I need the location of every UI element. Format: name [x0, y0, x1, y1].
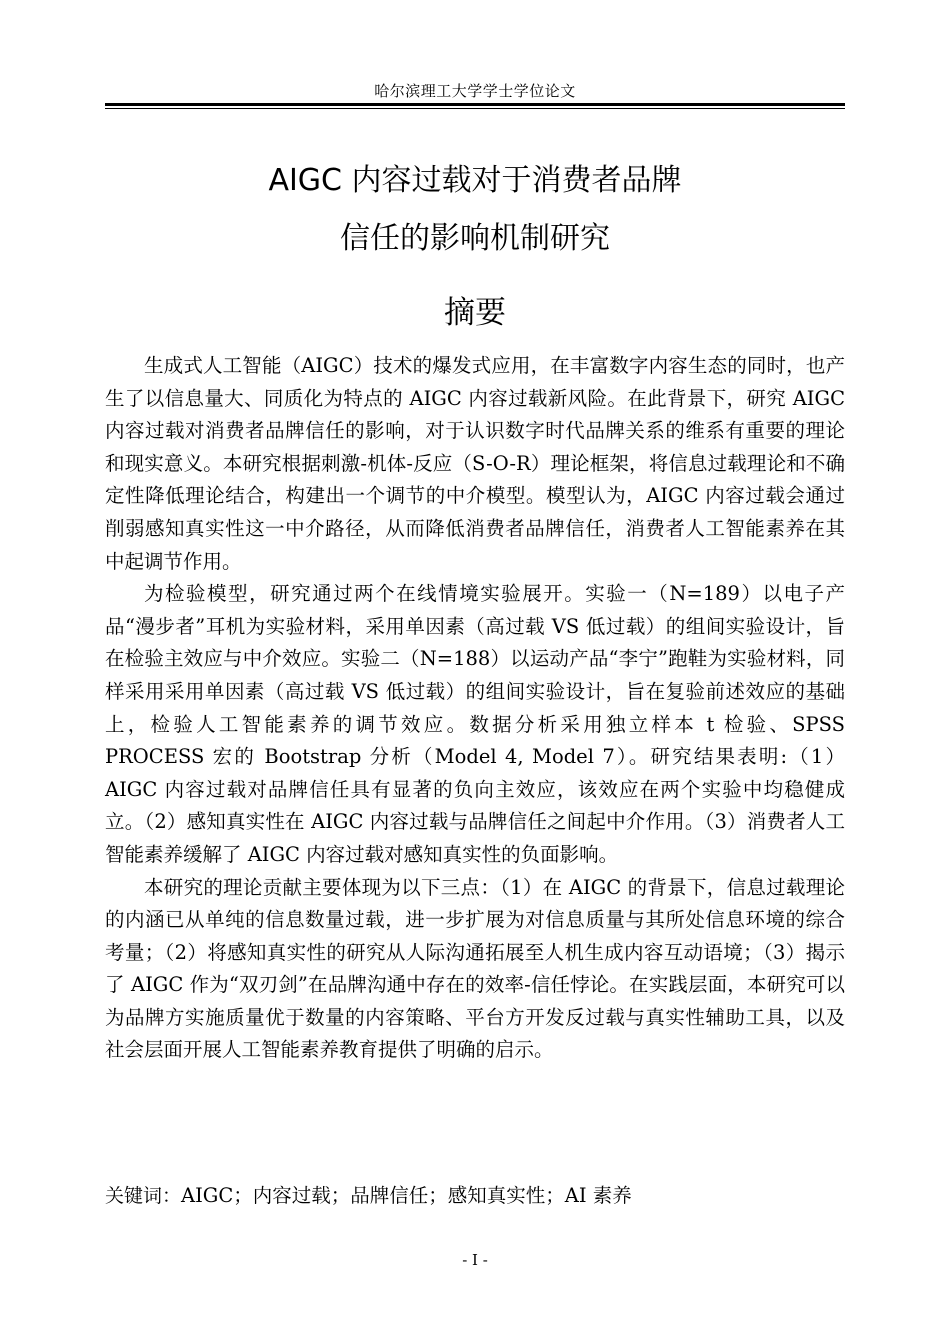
abstract-body	[105, 350, 845, 1067]
keywords-line	[105, 1181, 845, 1211]
header-rule-thick	[105, 103, 845, 106]
running-header: 哈尔滨理工大学学士学位论文	[374, 82, 576, 100]
abstract-paragraph-2: 为检验模型，研究通过两个在线情境实验展开。实验一（N=189）以电子产品“漫步者”耳机为实验材料，采用单因素（高过载 VS 低过载）的组间实验设计，旨在检验主效应与中介效应。实验二（N=188）以运动产品“李宁”跑鞋为实验材料，同样采用采用单因素（高过载 VS 低过载）的组间实验设计，旨在复验前述效应的基础上，检验人工智能素养的调节效应。数据分析采用独立样本 t 检验、SPSS PROCESS 宏的 Bootstrap 分析（Model 4, Model 7）。研究结果表明:（1）AIGC 内容过载对品牌信任具有显著的负向主效应，该效应在两个实验中均稳健成立。（2）感知真实性在 AIGC 内容过载与品牌信任之间起中介作用。（3）消费者人工智能素养缓解了 AIGC 内容过载对感知真实性的负面影响。	[105, 582, 845, 866]
header-rule-thin	[105, 108, 845, 109]
abstract-paragraph-1: 生成式人工智能（AIGC）技术的爆发式应用，在丰富数字内容生态的同时，也产生了以信息量大、同质化为特点的 AIGC 内容过载新风险。在此背景下，研究 AIGC 内容过载对消费者品牌信任的影响，对于认识数字时代品牌关系的维系有重要的理论和现实意义。本研究根据刺激-机体-反应（S-O-R）理论框架，将信息过载理论和不确定性降低理论结合，构建出一个调节的中介模型。模型认为，AIGC 内容过载会通过削弱感知真实性这一中介路径，从而降低消费者品牌信任，消费者人工智能素养在其中起调节作用。	[105, 354, 845, 573]
abstract-paragraph-3: 本研究的理论贡献主要体现为以下三点：（1）在 AIGC 的背景下，信息过载理论的内涵已从单纯的信息数量过载，进一步扩展为对信息质量与其所处信息环境的综合考量；（2）将感知真实性的研究从人际沟通拓展至人机生成内容互动语境；（3）揭示了 AIGC 作为“双刃剑”在品牌沟通中存在的效率-信任悖论。在实践层面，本研究可以为品牌方实施质量优于数量的内容策略、平台方开发反过载与真实性辅助工具，以及社会层面开展人工智能素养教育提供了明确的启示。	[105, 875, 845, 1062]
abstract-heading: 摘要	[444, 295, 506, 331]
thesis-title-line-2: 信任的影响机制研究	[340, 221, 610, 256]
keywords-label: 关键词：	[105, 1185, 182, 1207]
thesis-title	[105, 152, 845, 268]
thesis-title-line-1: AIGC 内容过载对于消费者品牌	[268, 163, 682, 198]
keywords-text: AIGC；内容过载；品牌信任；感知真实性；AI 素养	[181, 1184, 632, 1207]
page-number: - I -	[462, 1251, 488, 1269]
